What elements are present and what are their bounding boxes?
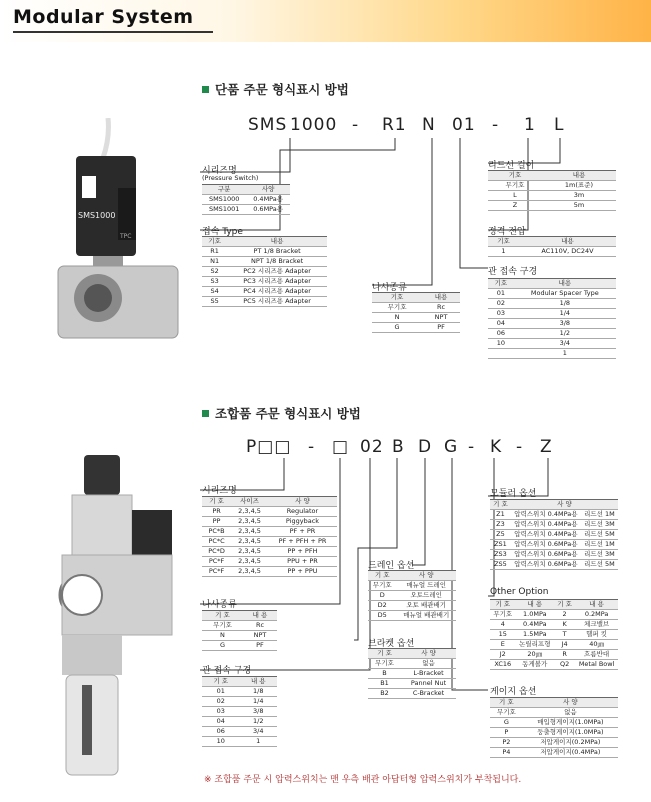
- s1-pipe-table: 기호 내용 01 Modular Spacer Type 02 1/8 03 1/4 04 3/8 06 1/2 10 3/4 1: [488, 278, 616, 359]
- s2-drain-title: 드레인 옵션: [368, 561, 415, 571]
- s1-thread-title: 나사종류: [372, 283, 407, 293]
- switch-brand: TPC: [120, 233, 132, 240]
- s1-pipe-title: 관 접속 구경: [488, 267, 538, 277]
- s1-voltage-table: 기호 내용 1 AC110V, DC24V: [488, 236, 616, 257]
- s2-gauge-title: 게이지 옵션: [490, 687, 537, 697]
- footnote: ※ 조합품 주문 시 압력스위치는 맨 우측 배관 아답터형 압력스위치가 부착됩니다.: [204, 775, 522, 785]
- pressure-switch-photo: [48, 118, 188, 343]
- s1-port-table: 기호 내용 R1 PT 1/8 Bracket N1 NPT 1/8 Bracket S2 PC2 시리즈용 Adapter S3 PC3 시리즈용 Adapter S4 PC4 시리즈용 Adapter S5 PC5 시리즈용 Adapter: [202, 236, 327, 307]
- s2-series-table: 기 호 사이즈 사 양 PR 2,3,4,5 Regulator PP 2,3,4,5 Piggyback PC*B 2,3,4,5 PF + PR PC*C 2,3,4,5 PF + PFH + PR PC*D 2,3,4,5 PP + PFH PC*F 2,3,4,5 PPU + PR PC*F 2,3,4,5 PP + PPU: [202, 496, 337, 577]
- s2-module-title: 모듈러 옵션: [490, 489, 537, 499]
- frl-unit-photo: [52, 455, 192, 785]
- s1-port-title: 접속 Type: [202, 227, 243, 237]
- section2-heading: 조합품 주문 형식표시 방법: [202, 404, 361, 422]
- s2-pipe-table: 기 호 내 용 01 1/8 02 1/4 03 3/8 04 1/2 06 3/4 10 1: [202, 676, 277, 747]
- s1-series-title: 시리즈명: [202, 166, 237, 176]
- s2-thread-title: 나사종류: [202, 600, 237, 610]
- s2-gauge-table: 기 호 사 양 무기호 없음 G 매입형게이지(1.0MPa) P 둥출형게이지(1.0MPa) P2 저압게이지(0.2MPa) P4 저압게이지(0.4MPa): [490, 697, 618, 758]
- s1-thread-table: 기호 내용 무기호 Rc N NPT G PF: [372, 292, 460, 333]
- s2-other-table: 기 호 내 용 기 호 내 용 무기호 1.0MPa 2 0.2MPa 4 0.4MPa K 체크밸브 15 1.5MPa T 헬퍼 킷 E 논릴리프형 J4 40㎛ J2 20㎛ R 흐름반대 XC16 동게볼가 Q2 Metal Bowl: [490, 599, 618, 670]
- s2-bracket-title: 브라켓 옵션: [368, 639, 415, 649]
- s2-drain-table: 기 호 사 양 무기호 매뉴얼 드레인 D 오토드레인 D2 오토 배관배기 D5 매뉴얼 배관배기: [368, 570, 456, 621]
- bullet-square-icon: [202, 410, 209, 417]
- switch-label: SMS1000: [78, 211, 116, 220]
- s2-pipe-title: 관 접속 구경: [202, 666, 252, 676]
- s1-lead-title: 리드선 길이: [488, 161, 535, 171]
- s2-bracket-table: 기 호 사 양 무기호 없음 B L-Bracket B1 Pannel Nut B2 C-Bracket: [368, 648, 456, 699]
- page-title: Modular System: [13, 6, 194, 28]
- s2-other-title: Other Option: [490, 587, 549, 597]
- s2-series-title: 시리즈명: [202, 486, 237, 496]
- bullet-square-icon: [202, 86, 209, 93]
- title-underline: [13, 31, 213, 33]
- s1-voltage-title: 정격 전압: [488, 227, 526, 237]
- s2-thread-table: 기 호 내 용 무기호 Rc N NPT G PF: [202, 610, 277, 651]
- section1-heading: 단품 주문 형식표시 방법: [202, 80, 349, 98]
- s1-series-table: 구분 사양 SMS1000 0.4MPa용 SMS1001 0.6MPa용: [202, 184, 290, 215]
- s1-lead-table: 기호 내용 무기호 1m(표준) L 3m Z 5m: [488, 170, 616, 211]
- s1-series-subtitle: (Pressure Switch): [202, 174, 259, 182]
- s2-module-table: 기 호 사 양 Z1 압력스위치 0.4MPa용 리드선 1M Z3 압력스위치 0.4MPa용 리드선 3M Z5 압력스위치 0.4MPa용 리드선 5M ZS1 압력스위치 0.6MPa용 리드선 1M ZS3 압력스위치 0.6MPa용 리드선 3M ZS5 압력스위치 0.6MPa용 리드선 5M: [490, 499, 618, 570]
